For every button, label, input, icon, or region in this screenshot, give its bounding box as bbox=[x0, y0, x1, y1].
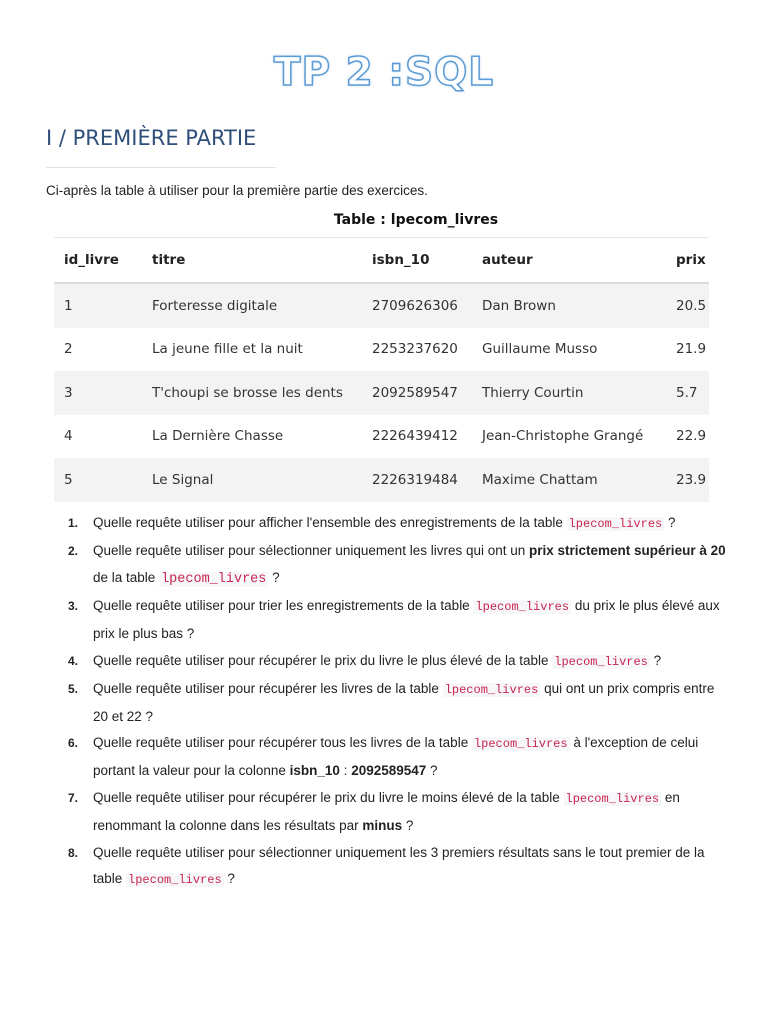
cell-titre: La Dernière Chasse bbox=[142, 415, 362, 459]
question-text: Quelle requête utiliser pour sélectionner uniquement les 3 premiers résultats sans le tout premier de la table bbox=[93, 844, 705, 887]
table-name-code: lpecom_livres bbox=[554, 654, 648, 669]
question-emphasis: minus bbox=[362, 817, 403, 833]
cell-isbn: 2226439412 bbox=[362, 415, 472, 459]
table-name-code: lpecom_livres bbox=[128, 873, 222, 888]
cell-id-livre: 4 bbox=[54, 415, 142, 459]
question-item bbox=[46, 676, 726, 731]
question-number: 3. bbox=[68, 599, 79, 614]
table-row bbox=[54, 371, 709, 415]
question-text: Quelle requête utiliser pour trier les enregistrements de la table bbox=[93, 598, 474, 614]
cell-prix: 20.5 bbox=[666, 283, 709, 328]
cell-id-livre: 3 bbox=[54, 371, 142, 415]
table-row bbox=[54, 415, 709, 459]
table-row bbox=[54, 458, 709, 502]
cell-prix: 23.9 bbox=[666, 458, 709, 502]
question-text: ? bbox=[664, 515, 676, 530]
column-header-auteur: auteur bbox=[472, 238, 666, 284]
cell-prix: 21.9 bbox=[666, 328, 709, 372]
table-row bbox=[54, 283, 709, 328]
question-number: 5. bbox=[68, 681, 79, 696]
heading-divider bbox=[46, 167, 276, 168]
cell-auteur: Dan Brown bbox=[472, 283, 666, 328]
question-number: 1. bbox=[68, 516, 79, 530]
question-text: Quelle requête utiliser pour récupérer les livres de la table bbox=[93, 680, 443, 696]
question-number: 6. bbox=[68, 736, 79, 751]
cell-auteur: Jean-Christophe Grangé bbox=[472, 415, 666, 459]
question-text: Quelle requête utiliser pour récupérer le prix du livre le moins élevé de la table bbox=[93, 789, 564, 805]
column-header-isbn: isbn_10 bbox=[362, 238, 472, 284]
question-item bbox=[46, 538, 726, 594]
cell-titre: Le Signal bbox=[142, 458, 362, 502]
cell-prix: 5.7 bbox=[666, 371, 709, 415]
question-emphasis: isbn_10 bbox=[289, 763, 340, 779]
cell-auteur: Thierry Courtin bbox=[472, 371, 666, 415]
question-text: à l'exception de celui portant la valeur pour la colonne bbox=[93, 735, 699, 779]
question-item bbox=[46, 593, 726, 648]
question-item bbox=[46, 648, 726, 676]
question-number: 8. bbox=[68, 845, 79, 860]
column-header-prix: prix bbox=[666, 238, 709, 284]
question-item bbox=[46, 730, 726, 785]
table-row bbox=[54, 328, 709, 372]
cell-id-livre: 5 bbox=[54, 458, 142, 502]
question-number: 4. bbox=[68, 653, 79, 668]
cell-isbn: 2253237620 bbox=[362, 328, 472, 372]
cell-isbn: 2092589547 bbox=[362, 371, 472, 415]
table-name-code: lpecom_livres bbox=[568, 517, 663, 531]
question-text: Quelle requête utiliser pour récupérer le prix du livre le plus élevé de la table bbox=[93, 652, 553, 668]
question-text: ? bbox=[268, 569, 280, 585]
question-text: qui ont un prix compris entre 20 et 22 ? bbox=[93, 680, 715, 724]
question-text: Quelle requête utiliser pour afficher l'ensemble des enregistrements de la table bbox=[93, 515, 567, 530]
question-item bbox=[46, 510, 726, 538]
question-text: de la table bbox=[93, 569, 160, 585]
questions-list bbox=[46, 510, 726, 894]
cell-titre: La jeune fille et la nuit bbox=[142, 328, 362, 372]
question-emphasis: 2092589547 bbox=[351, 763, 427, 779]
question-text: en renommant la colonne dans les résultats par bbox=[93, 789, 680, 833]
column-header-titre: titre bbox=[142, 238, 362, 284]
question-text: ? bbox=[223, 871, 235, 887]
question-text: : bbox=[339, 763, 352, 779]
question-number: 2. bbox=[68, 543, 79, 558]
question-item bbox=[46, 785, 726, 840]
page-title: TP 2 :SQL bbox=[273, 50, 495, 95]
question-text: ? bbox=[402, 817, 414, 833]
cell-titre: Forteresse digitale bbox=[142, 283, 362, 328]
question-item bbox=[46, 840, 726, 895]
table-name-code: lpecom_livres bbox=[444, 682, 539, 697]
section-heading: I / PREMIÈRE PARTIE bbox=[46, 126, 257, 150]
cell-auteur: Maxime Chattam bbox=[472, 458, 666, 502]
question-number: 7. bbox=[68, 790, 79, 805]
question-text: Quelle requête utiliser pour sélectionner uniquement les livres qui ont un bbox=[93, 542, 530, 558]
cell-titre: T'choupi se brosse les dents bbox=[142, 371, 362, 415]
table-name-code: lpecom_livres bbox=[161, 571, 267, 587]
intro-text: Ci-après la table à utiliser pour la première partie des exercices. bbox=[46, 183, 428, 198]
question-text: Quelle requête utiliser pour récupérer tous les livres de la table bbox=[93, 735, 472, 751]
cell-id-livre: 2 bbox=[54, 328, 142, 372]
table-header-row bbox=[54, 238, 709, 284]
table-caption: Table : lpecom_livres bbox=[333, 212, 499, 228]
table-name-code: lpecom_livres bbox=[565, 791, 660, 806]
cell-prix: 22.9 bbox=[666, 415, 709, 459]
table-name-code: lpecom_livres bbox=[475, 600, 570, 615]
question-emphasis: prix strictement supérieur à 20 bbox=[529, 542, 726, 558]
books-table bbox=[54, 237, 709, 502]
question-text: ? bbox=[426, 763, 438, 779]
cell-isbn: 2709626306 bbox=[362, 283, 472, 328]
question-text: du prix le plus élevé aux prix le plus bas ? bbox=[93, 598, 720, 642]
cell-isbn: 2226319484 bbox=[362, 458, 472, 502]
cell-auteur: Guillaume Musso bbox=[472, 328, 666, 372]
cell-id-livre: 1 bbox=[54, 283, 142, 328]
table-name-code: lpecom_livres bbox=[473, 737, 568, 752]
column-header-id-livre: id_livre bbox=[54, 238, 142, 284]
question-text: ? bbox=[649, 652, 662, 668]
